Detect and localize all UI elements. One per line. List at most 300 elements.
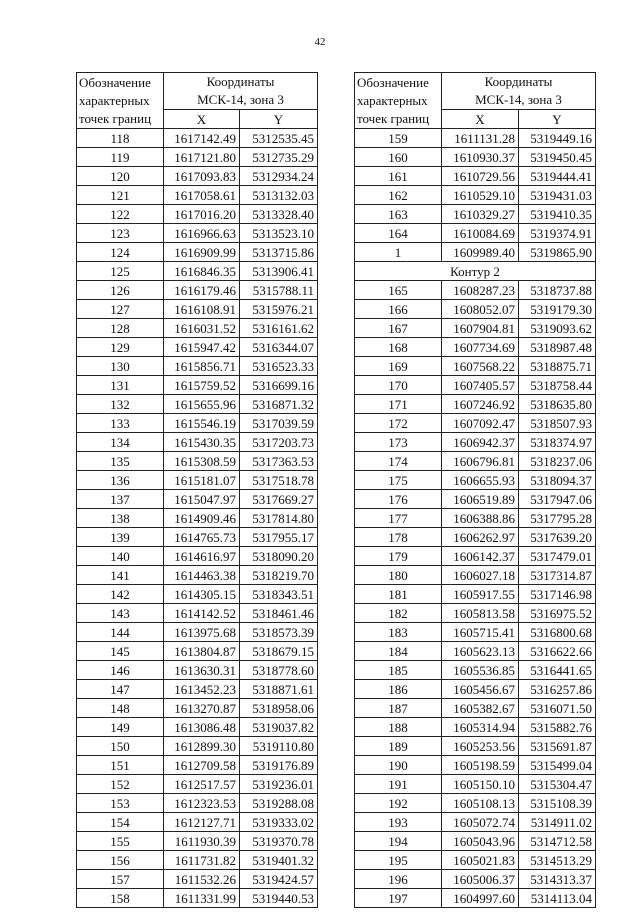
x-coordinate-cell: 1605043.96 (442, 832, 519, 851)
point-number-cell: 123 (77, 224, 164, 243)
header-point-line-1: Обозначение (357, 74, 429, 90)
point-number-cell: 139 (77, 528, 164, 547)
y-coordinate-cell: 5316975.52 (519, 604, 596, 623)
point-number-cell: 192 (355, 794, 442, 813)
header-x: X (442, 110, 519, 129)
header-point-designation (77, 73, 164, 129)
y-coordinate-cell: 5315304.47 (519, 775, 596, 794)
y-coordinate-cell: 5317363.53 (240, 452, 318, 471)
y-coordinate-cell: 5314911.02 (519, 813, 596, 832)
table-row (77, 718, 318, 737)
x-coordinate-cell: 1612709.58 (164, 756, 240, 775)
table-row (77, 319, 318, 338)
point-number-cell: 171 (355, 395, 442, 414)
header-coordinates-line-1: Координаты (484, 74, 553, 89)
x-coordinate-cell: 1615546.19 (164, 414, 240, 433)
x-coordinate-cell: 1610930.37 (442, 148, 519, 167)
point-number-cell: 120 (77, 167, 164, 186)
table-row (355, 338, 596, 357)
x-coordinate-cell: 1614765.73 (164, 528, 240, 547)
x-coordinate-cell: 1608052.07 (442, 300, 519, 319)
x-coordinate-cell: 1611331.99 (164, 889, 240, 908)
table-row (77, 186, 318, 205)
point-number-cell: 157 (77, 870, 164, 889)
point-number-cell: 122 (77, 205, 164, 224)
point-number-cell: 197 (355, 889, 442, 908)
x-coordinate-cell: 1606519.89 (442, 490, 519, 509)
table-row (355, 452, 596, 471)
x-coordinate-cell: 1614142.52 (164, 604, 240, 623)
point-number-cell: 180 (355, 566, 442, 585)
x-coordinate-cell: 1605456.67 (442, 680, 519, 699)
table-row (77, 205, 318, 224)
table-row (77, 148, 318, 167)
y-coordinate-cell: 5319424.57 (240, 870, 318, 889)
y-coordinate-cell: 5316523.33 (240, 357, 318, 376)
y-coordinate-cell: 5317669.27 (240, 490, 318, 509)
x-coordinate-cell: 1615181.07 (164, 471, 240, 490)
x-coordinate-cell: 1616179.46 (164, 281, 240, 300)
table-row (355, 737, 596, 756)
y-coordinate-cell: 5315499.04 (519, 756, 596, 775)
x-coordinate-cell: 1606942.37 (442, 433, 519, 452)
x-coordinate-cell: 1605623.13 (442, 642, 519, 661)
point-number-cell: 128 (77, 319, 164, 338)
y-coordinate-cell: 5318679.15 (240, 642, 318, 661)
y-coordinate-cell: 5318958.06 (240, 699, 318, 718)
point-number-cell: 177 (355, 509, 442, 528)
y-coordinate-cell: 5318737.88 (519, 281, 596, 300)
point-number-cell: 135 (77, 452, 164, 471)
y-coordinate-cell: 5317947.06 (519, 490, 596, 509)
table-row (77, 338, 318, 357)
table-row (355, 585, 596, 604)
x-coordinate-cell: 1615047.97 (164, 490, 240, 509)
table-row (77, 528, 318, 547)
point-number-cell: 158 (77, 889, 164, 908)
table-row (77, 414, 318, 433)
y-coordinate-cell: 5316800.68 (519, 623, 596, 642)
header-coordinates (164, 73, 318, 110)
y-coordinate-cell: 5316257.86 (519, 680, 596, 699)
x-coordinate-cell: 1607734.69 (442, 338, 519, 357)
x-coordinate-cell: 1605253.56 (442, 737, 519, 756)
x-coordinate-cell: 1605006.37 (442, 870, 519, 889)
table-row (355, 547, 596, 566)
x-coordinate-cell: 1614305.15 (164, 585, 240, 604)
table-row (77, 224, 318, 243)
x-coordinate-cell: 1605536.85 (442, 661, 519, 680)
y-coordinate-cell: 5318237.06 (519, 452, 596, 471)
point-number-cell: 164 (355, 224, 442, 243)
table-row (77, 433, 318, 452)
y-coordinate-cell: 5319288.08 (240, 794, 318, 813)
table-row (355, 376, 596, 395)
table-row (77, 585, 318, 604)
table-row (355, 167, 596, 186)
point-number-cell: 147 (77, 680, 164, 699)
table-row (355, 414, 596, 433)
x-coordinate-cell: 1606655.93 (442, 471, 519, 490)
y-coordinate-cell: 5319410.35 (519, 205, 596, 224)
y-coordinate-cell: 5317518.78 (240, 471, 318, 490)
table-row (355, 680, 596, 699)
y-coordinate-cell: 5318374.97 (519, 433, 596, 452)
x-coordinate-cell: 1616031.52 (164, 319, 240, 338)
y-coordinate-cell: 5314313.37 (519, 870, 596, 889)
x-coordinate-cell: 1607568.22 (442, 357, 519, 376)
point-number-cell: 178 (355, 528, 442, 547)
y-coordinate-cell: 5319176.89 (240, 756, 318, 775)
x-coordinate-cell: 1605813.58 (442, 604, 519, 623)
coordinates-table-left (76, 72, 318, 908)
y-coordinate-cell: 5315108.39 (519, 794, 596, 813)
point-number-cell: 190 (355, 756, 442, 775)
point-number-cell: 163 (355, 205, 442, 224)
y-coordinate-cell: 5318219.70 (240, 566, 318, 585)
y-coordinate-cell: 5316871.32 (240, 395, 318, 414)
table-row (77, 395, 318, 414)
table-row (77, 604, 318, 623)
x-coordinate-cell: 1607904.81 (442, 319, 519, 338)
point-number-cell: 1 (355, 243, 442, 262)
point-number-cell: 174 (355, 452, 442, 471)
table-row (355, 224, 596, 243)
x-coordinate-cell: 1605382.67 (442, 699, 519, 718)
x-coordinate-cell: 1613630.31 (164, 661, 240, 680)
header-point-line-2: характерных (357, 92, 428, 108)
table-row (77, 889, 318, 908)
y-coordinate-cell: 5318635.80 (519, 395, 596, 414)
header-coordinates-line-2: МСК-14, зона 3 (197, 92, 284, 107)
x-coordinate-cell: 1613975.68 (164, 623, 240, 642)
point-number-cell: 173 (355, 433, 442, 452)
page-number: 42 (314, 36, 326, 48)
x-coordinate-cell: 1605314.94 (442, 718, 519, 737)
point-number-cell: 156 (77, 851, 164, 870)
y-coordinate-cell: 5318778.60 (240, 661, 318, 680)
y-coordinate-cell: 5313715.86 (240, 243, 318, 262)
point-number-cell: 175 (355, 471, 442, 490)
x-coordinate-cell: 1605198.59 (442, 756, 519, 775)
contour-row (355, 262, 596, 281)
y-coordinate-cell: 5317639.20 (519, 528, 596, 547)
table-row (77, 167, 318, 186)
table-row (355, 699, 596, 718)
contour-label: Контур 2 (355, 262, 596, 281)
point-number-cell: 151 (77, 756, 164, 775)
table-row (77, 642, 318, 661)
point-number-cell: 153 (77, 794, 164, 813)
table-row (77, 699, 318, 718)
point-number-cell: 159 (355, 129, 442, 148)
y-coordinate-cell: 5317479.01 (519, 547, 596, 566)
x-coordinate-cell: 1606142.37 (442, 547, 519, 566)
x-coordinate-cell: 1615655.96 (164, 395, 240, 414)
table-row (77, 851, 318, 870)
point-number-cell: 148 (77, 699, 164, 718)
table-row (355, 566, 596, 585)
point-number-cell: 169 (355, 357, 442, 376)
x-coordinate-cell: 1604997.60 (442, 889, 519, 908)
header-coordinates (442, 73, 596, 110)
point-number-cell: 126 (77, 281, 164, 300)
x-coordinate-cell: 1607405.57 (442, 376, 519, 395)
x-coordinate-cell: 1616909.99 (164, 243, 240, 262)
x-coordinate-cell: 1606027.18 (442, 566, 519, 585)
table-row (77, 547, 318, 566)
y-coordinate-cell: 5318090.20 (240, 547, 318, 566)
x-coordinate-cell: 1607092.47 (442, 414, 519, 433)
table-row (77, 129, 318, 148)
table-row (355, 870, 596, 889)
y-coordinate-cell: 5312735.29 (240, 148, 318, 167)
table-row (355, 813, 596, 832)
x-coordinate-cell: 1614616.97 (164, 547, 240, 566)
x-coordinate-cell: 1610084.69 (442, 224, 519, 243)
point-number-cell: 165 (355, 281, 442, 300)
y-coordinate-cell: 5319444.41 (519, 167, 596, 186)
y-coordinate-cell: 5319037.82 (240, 718, 318, 737)
x-coordinate-cell: 1606388.86 (442, 509, 519, 528)
x-coordinate-cell: 1611532.26 (164, 870, 240, 889)
table-row (355, 794, 596, 813)
point-number-cell: 189 (355, 737, 442, 756)
table-row (355, 756, 596, 775)
header-point-designation (355, 73, 442, 129)
y-coordinate-cell: 5319401.32 (240, 851, 318, 870)
table-row (355, 889, 596, 908)
x-coordinate-cell: 1616966.63 (164, 224, 240, 243)
x-coordinate-cell: 1616846.35 (164, 262, 240, 281)
header-point-line-2: характерных (79, 92, 150, 108)
y-coordinate-cell: 5319236.01 (240, 775, 318, 794)
x-coordinate-cell: 1605108.13 (442, 794, 519, 813)
table-row (77, 794, 318, 813)
table-row (77, 490, 318, 509)
point-number-cell: 136 (77, 471, 164, 490)
y-coordinate-cell: 5314712.58 (519, 832, 596, 851)
point-number-cell: 133 (77, 414, 164, 433)
table-row (355, 243, 596, 262)
table-row (77, 661, 318, 680)
y-coordinate-cell: 5316161.62 (240, 319, 318, 338)
y-coordinate-cell: 5316699.16 (240, 376, 318, 395)
x-coordinate-cell: 1617142.49 (164, 129, 240, 148)
table-row (355, 851, 596, 870)
table-row (77, 262, 318, 281)
point-number-cell: 167 (355, 319, 442, 338)
y-coordinate-cell: 5316441.65 (519, 661, 596, 680)
y-coordinate-cell: 5313328.40 (240, 205, 318, 224)
point-number-cell: 154 (77, 813, 164, 832)
table-row (355, 528, 596, 547)
point-number-cell: 170 (355, 376, 442, 395)
x-coordinate-cell: 1609989.40 (442, 243, 519, 262)
y-coordinate-cell: 5314113.04 (519, 889, 596, 908)
point-number-cell: 188 (355, 718, 442, 737)
y-coordinate-cell: 5319110.80 (240, 737, 318, 756)
point-number-cell: 146 (77, 661, 164, 680)
table-row (355, 642, 596, 661)
x-coordinate-cell: 1613086.48 (164, 718, 240, 737)
table-row (355, 186, 596, 205)
table-row (355, 281, 596, 300)
table-row (355, 718, 596, 737)
x-coordinate-cell: 1615947.42 (164, 338, 240, 357)
table-row (355, 509, 596, 528)
point-number-cell: 143 (77, 604, 164, 623)
point-number-cell: 142 (77, 585, 164, 604)
table-row (77, 509, 318, 528)
x-coordinate-cell: 1610729.56 (442, 167, 519, 186)
point-number-cell: 184 (355, 642, 442, 661)
point-number-cell: 144 (77, 623, 164, 642)
table-row (77, 737, 318, 756)
point-number-cell: 125 (77, 262, 164, 281)
x-coordinate-cell: 1611930.39 (164, 832, 240, 851)
y-coordinate-cell: 5316344.07 (240, 338, 318, 357)
x-coordinate-cell: 1605021.83 (442, 851, 519, 870)
y-coordinate-cell: 5319370.78 (240, 832, 318, 851)
y-coordinate-cell: 5315691.87 (519, 737, 596, 756)
point-number-cell: 160 (355, 148, 442, 167)
point-number-cell: 182 (355, 604, 442, 623)
table-row (355, 623, 596, 642)
point-number-cell: 185 (355, 661, 442, 680)
header-coordinates-line-2: МСК-14, зона 3 (475, 92, 562, 107)
x-coordinate-cell: 1611731.82 (164, 851, 240, 870)
y-coordinate-cell: 5319093.62 (519, 319, 596, 338)
table-row (77, 243, 318, 262)
point-number-cell: 166 (355, 300, 442, 319)
point-number-cell: 138 (77, 509, 164, 528)
header-point-line-3: точек границ (357, 110, 430, 126)
x-coordinate-cell: 1615308.59 (164, 452, 240, 471)
coordinates-table-right (354, 72, 596, 908)
point-number-cell: 176 (355, 490, 442, 509)
table-row (355, 832, 596, 851)
point-number-cell: 195 (355, 851, 442, 870)
point-number-cell: 187 (355, 699, 442, 718)
table-body-right (355, 73, 596, 908)
point-number-cell: 162 (355, 186, 442, 205)
table-row (77, 452, 318, 471)
x-coordinate-cell: 1608287.23 (442, 281, 519, 300)
table-row (355, 604, 596, 623)
x-coordinate-cell: 1606262.97 (442, 528, 519, 547)
y-coordinate-cell: 5319431.03 (519, 186, 596, 205)
y-coordinate-cell: 5318875.71 (519, 357, 596, 376)
x-coordinate-cell: 1612127.71 (164, 813, 240, 832)
y-coordinate-cell: 5315788.11 (240, 281, 318, 300)
x-coordinate-cell: 1613270.87 (164, 699, 240, 718)
table-row (77, 813, 318, 832)
point-number-cell: 194 (355, 832, 442, 851)
table-row (77, 300, 318, 319)
point-number-cell: 131 (77, 376, 164, 395)
point-number-cell: 127 (77, 300, 164, 319)
y-coordinate-cell: 5319179.30 (519, 300, 596, 319)
table-row (355, 205, 596, 224)
y-coordinate-cell: 5318758.44 (519, 376, 596, 395)
table-row (355, 129, 596, 148)
y-coordinate-cell: 5314513.29 (519, 851, 596, 870)
table-body-left (77, 73, 318, 908)
y-coordinate-cell: 5318507.93 (519, 414, 596, 433)
header-y: Y (240, 110, 318, 129)
y-coordinate-cell: 5318573.39 (240, 623, 318, 642)
x-coordinate-cell: 1615856.71 (164, 357, 240, 376)
header-point-line-1: Обозначение (79, 74, 151, 90)
table-row (355, 433, 596, 452)
x-coordinate-cell: 1610329.27 (442, 205, 519, 224)
table-row (355, 775, 596, 794)
point-number-cell: 168 (355, 338, 442, 357)
table-row (355, 471, 596, 490)
point-number-cell: 140 (77, 547, 164, 566)
point-number-cell: 152 (77, 775, 164, 794)
point-number-cell: 150 (77, 737, 164, 756)
x-coordinate-cell: 1612899.30 (164, 737, 240, 756)
x-coordinate-cell: 1615759.52 (164, 376, 240, 395)
point-number-cell: 183 (355, 623, 442, 642)
x-coordinate-cell: 1605715.41 (442, 623, 519, 642)
y-coordinate-cell: 5318461.46 (240, 604, 318, 623)
x-coordinate-cell: 1611131.28 (442, 129, 519, 148)
point-number-cell: 193 (355, 813, 442, 832)
table-row (355, 300, 596, 319)
x-coordinate-cell: 1614463.38 (164, 566, 240, 585)
x-coordinate-cell: 1616108.91 (164, 300, 240, 319)
y-coordinate-cell: 5317795.28 (519, 509, 596, 528)
y-coordinate-cell: 5318871.61 (240, 680, 318, 699)
y-coordinate-cell: 5318094.37 (519, 471, 596, 490)
y-coordinate-cell: 5319333.02 (240, 813, 318, 832)
x-coordinate-cell: 1612323.53 (164, 794, 240, 813)
point-number-cell: 134 (77, 433, 164, 452)
y-coordinate-cell: 5316622.66 (519, 642, 596, 661)
x-coordinate-cell: 1605917.55 (442, 585, 519, 604)
y-coordinate-cell: 5317814.80 (240, 509, 318, 528)
header-coordinates-line-1: Координаты (206, 74, 275, 89)
table-row (355, 319, 596, 338)
x-coordinate-cell: 1615430.35 (164, 433, 240, 452)
y-coordinate-cell: 5313906.41 (240, 262, 318, 281)
point-number-cell: 130 (77, 357, 164, 376)
point-number-cell: 191 (355, 775, 442, 794)
x-coordinate-cell: 1605072.74 (442, 813, 519, 832)
x-coordinate-cell: 1607246.92 (442, 395, 519, 414)
y-coordinate-cell: 5317314.87 (519, 566, 596, 585)
table-row (77, 281, 318, 300)
point-number-cell: 119 (77, 148, 164, 167)
point-number-cell: 149 (77, 718, 164, 737)
point-number-cell: 132 (77, 395, 164, 414)
y-coordinate-cell: 5317146.98 (519, 585, 596, 604)
table-row (77, 471, 318, 490)
point-number-cell: 196 (355, 870, 442, 889)
point-number-cell: 172 (355, 414, 442, 433)
header-y: Y (519, 110, 596, 129)
table-row (355, 661, 596, 680)
x-coordinate-cell: 1610529.10 (442, 186, 519, 205)
point-number-cell: 181 (355, 585, 442, 604)
y-coordinate-cell: 5319374.91 (519, 224, 596, 243)
point-number-cell: 137 (77, 490, 164, 509)
table-row (355, 490, 596, 509)
table-row (77, 566, 318, 585)
